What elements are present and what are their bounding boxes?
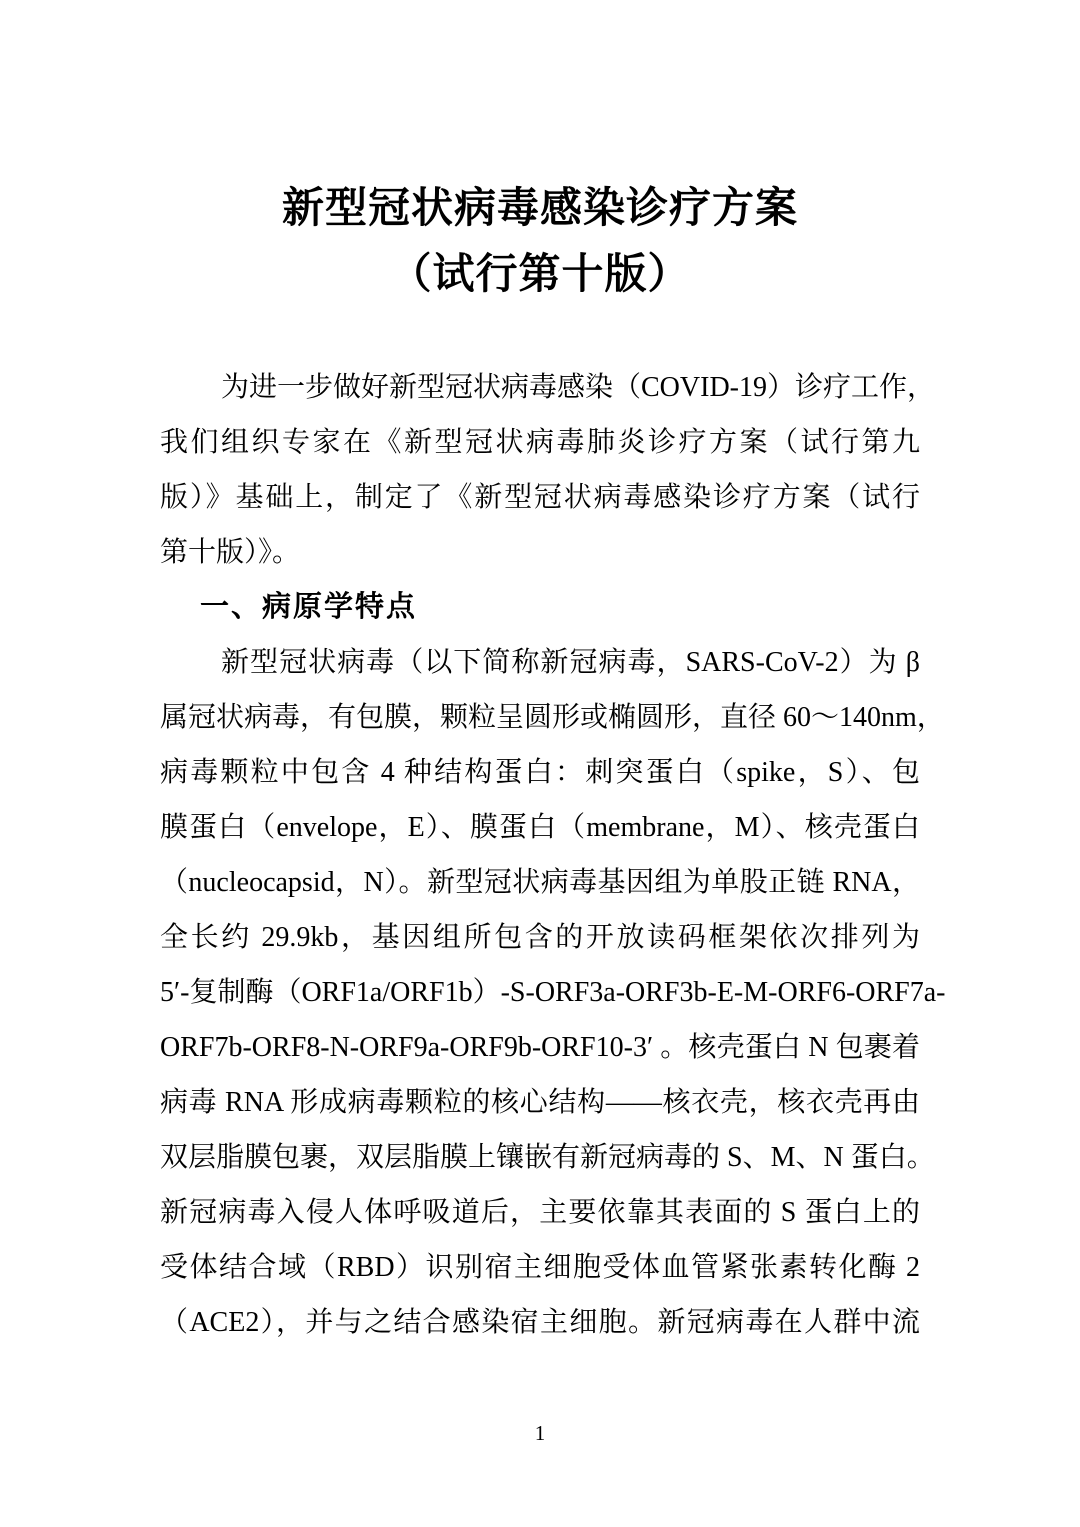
section1-line: ORF7b-ORF8-N-ORF9a-ORF9b-ORF10-3′ 。核壳蛋白 N 包裹着: [160, 1032, 920, 1063]
document-body: [160, 360, 946, 1350]
page-number: 1: [534, 1421, 546, 1445]
section-heading-pathogen-characteristics: 一、病原学特点: [200, 591, 418, 623]
section1-line: 新型冠状病毒（以下简称新冠病毒，SARS-CoV-2）为 β: [221, 647, 920, 678]
section1-line: 5′-复制酶（ORF1a/ORF1b）-S-ORF3a-ORF3b-E-M-ORF6-ORF7a-: [160, 977, 946, 1008]
section1-line: 全长约 29.9kb，基因组所包含的开放读码框架依次排列为: [160, 922, 920, 953]
section1-line: （ACE2），并与之结合感染宿主细胞。新冠病毒在人群中流: [160, 1307, 920, 1338]
document-title-line1: 新型冠状病毒感染诊疗方案: [281, 186, 798, 232]
section1-line: 新冠病毒入侵人体呼吸道后，主要依靠其表面的 S 蛋白上的: [160, 1197, 920, 1228]
section1-line: 双层脂膜包裹，双层脂膜上镶嵌有新冠病毒的 S、M、N 蛋白。: [160, 1142, 935, 1173]
section1-line: （nucleocapsid，N）。新型冠状病毒基因组为单股正链 RNA，: [160, 867, 920, 898]
section1-line: 膜蛋白（envelope，E）、膜蛋白（membrane，M）、核壳蛋白: [160, 812, 920, 843]
intro-paragraph-line: 我们组织专家在《新型冠状病毒肺炎诊疗方案（试行第九: [160, 427, 920, 458]
section1-line: 受体结合域（RBD）识别宿主细胞受体血管紧张素转化酶 2: [160, 1252, 920, 1283]
section1-line: 属冠状病毒，有包膜，颗粒呈圆形或椭圆形，直径 60～140nm，: [160, 702, 945, 733]
intro-paragraph-line: 版）》基础上，制定了《新型冠状病毒感染诊疗方案（试行: [160, 482, 920, 513]
intro-paragraph-line: 为进一步做好新型冠状病毒感染（COVID-19）诊疗工作，: [221, 372, 935, 403]
intro-paragraph-line: 第十版）》。: [160, 537, 301, 568]
document-title-line2: （试行第十版）: [389, 252, 691, 298]
section1-line: 病毒 RNA 形成病毒颗粒的核心结构——核衣壳，核衣壳再由: [160, 1087, 920, 1118]
section1-line: 病毒颗粒中包含 4 种结构蛋白：刺突蛋白（spike，S）、包: [160, 757, 920, 788]
